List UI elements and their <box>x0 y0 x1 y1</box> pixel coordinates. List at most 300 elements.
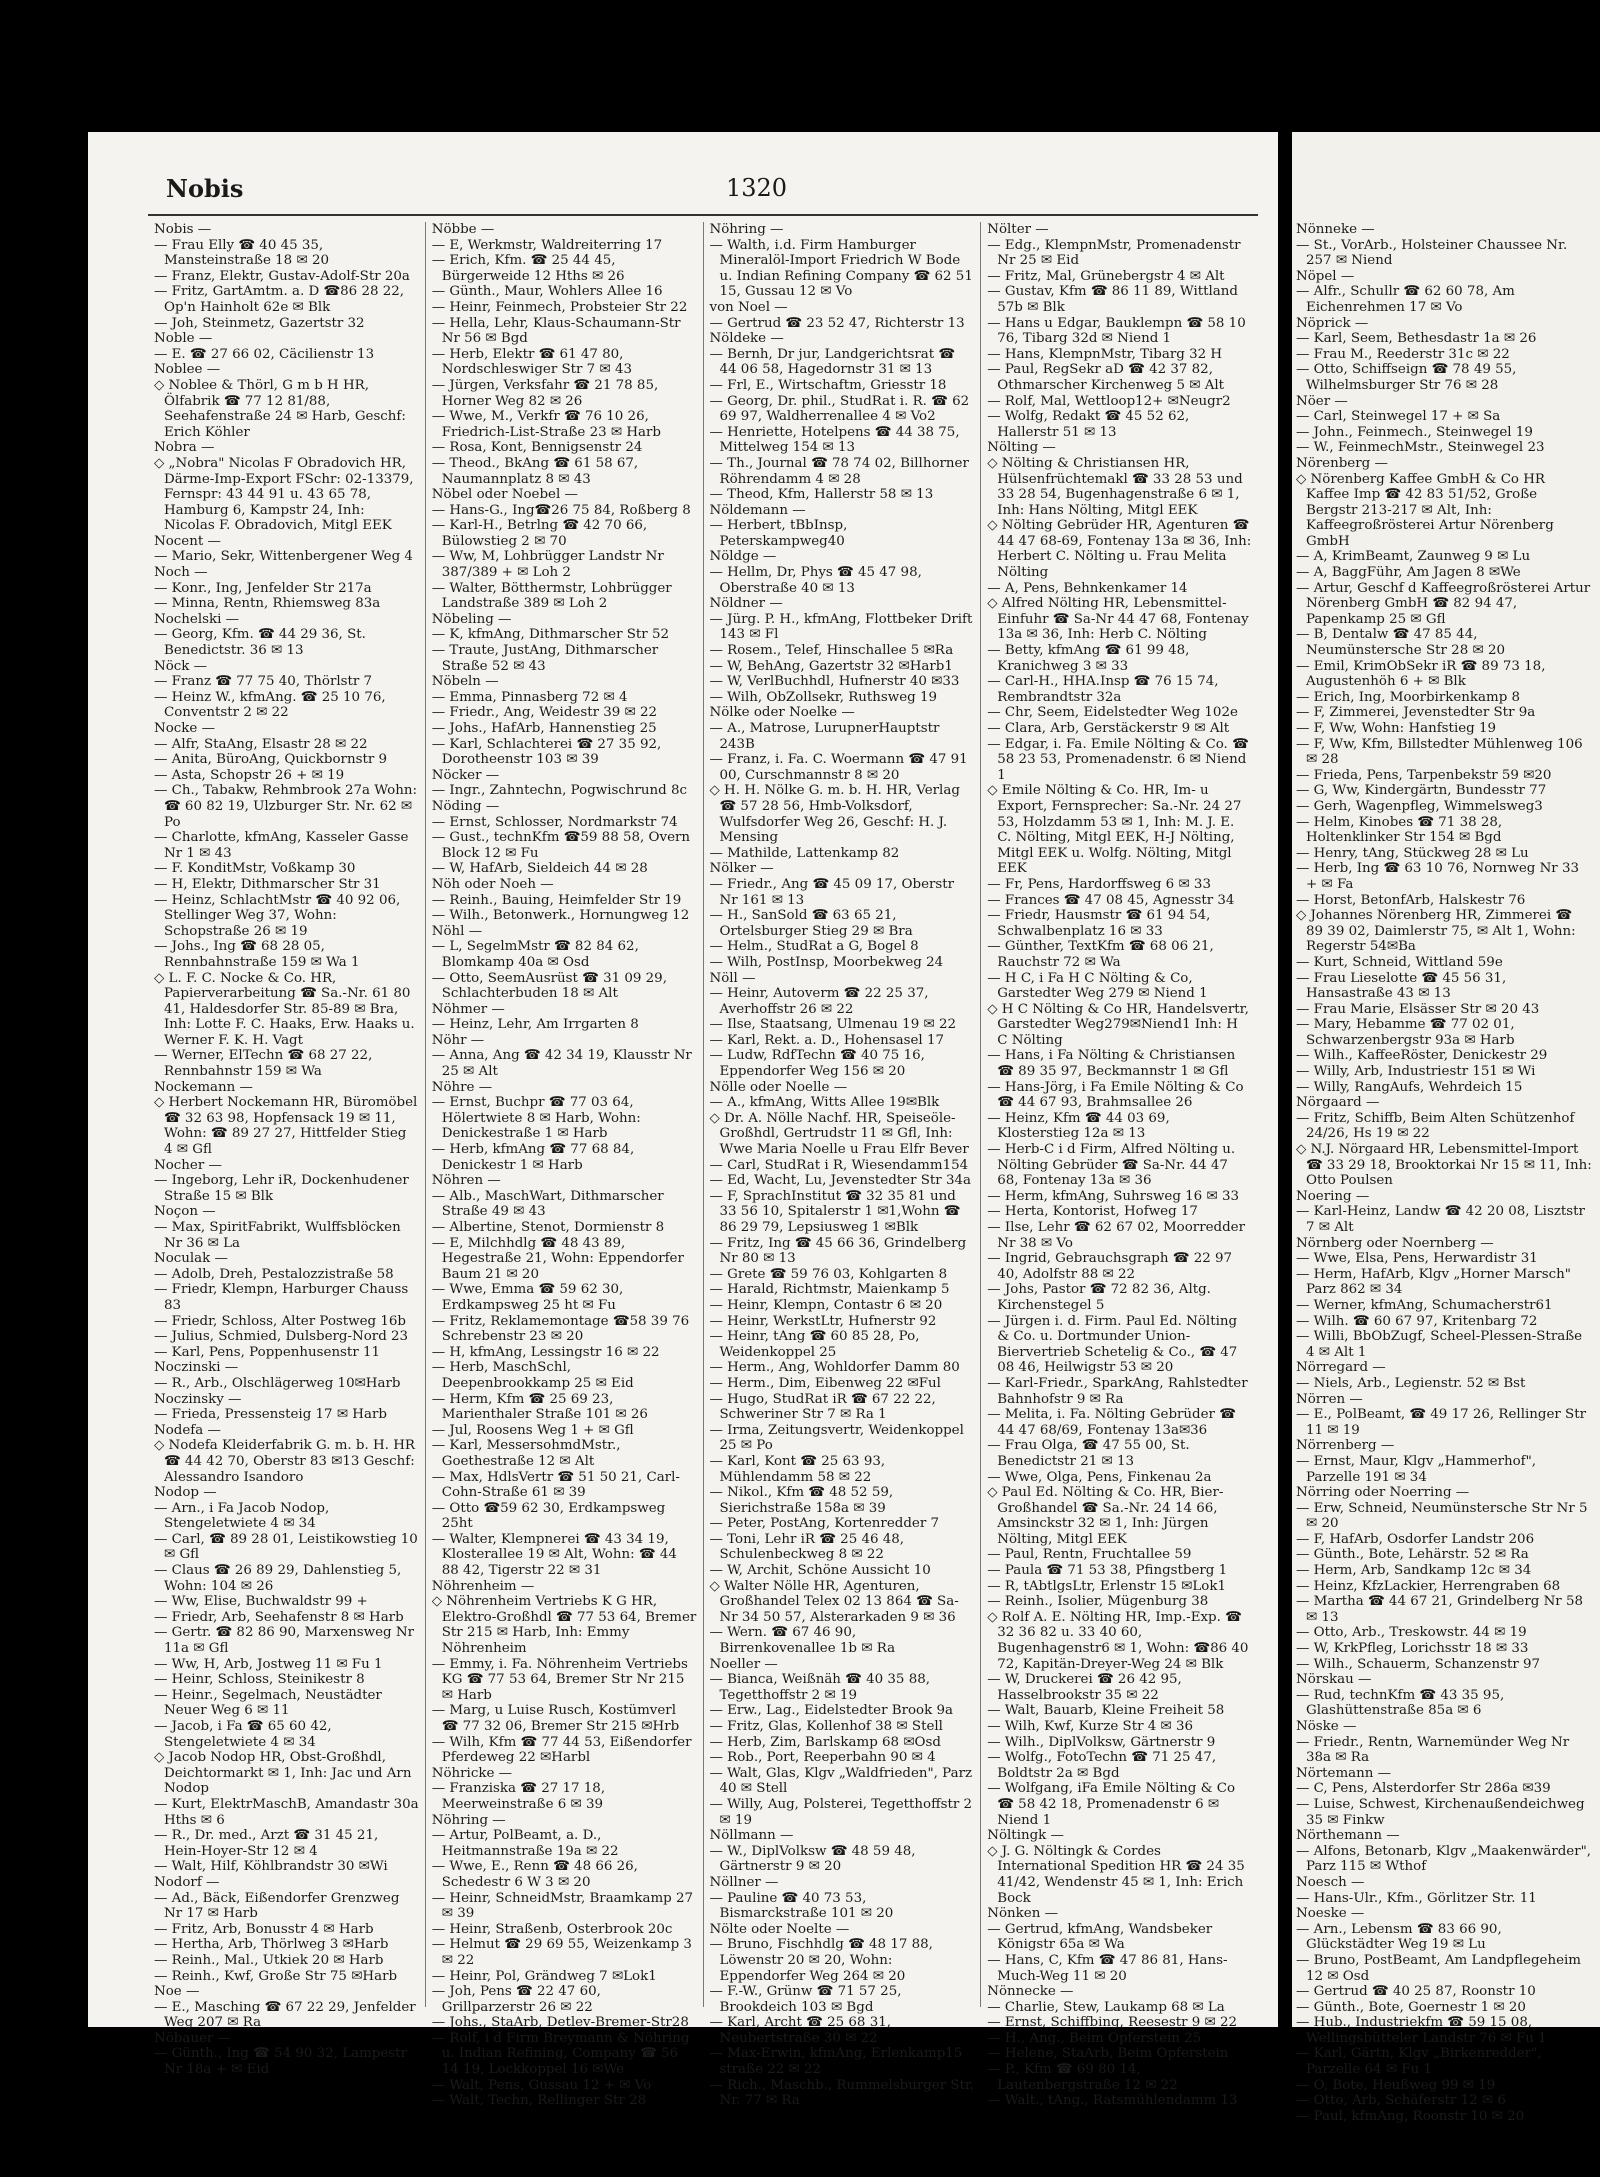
directory-entry: — H., Ang., Beim Opferstein 25 <box>987 2030 1202 2046</box>
directory-entry: — P., Kfm ☎ 69 80 14, Lautenbergstraße 12 ✉ 22 <box>987 2062 1178 2093</box>
directory-entry: — Werner, kfmAng, Schumacherstr61 <box>1296 1297 1553 1313</box>
directory-entry: — Ww, Elise, Buchwaldstr 99 + <box>154 1594 368 1610</box>
surname-heading: Nöpel — <box>1296 268 1355 284</box>
directory-entry: — F, SprachInstitut ☎ 32 35 81 und 33 56 10, Spitalerstr 1 ✉1,Wohn ☎ 86 29 79, Lepsiusweg 1 ✉Blk <box>709 1188 961 1235</box>
directory-entry: — Wwe, E., Renn ☎ 48 66 26, Schedestr 6 W 3 ✉ 20 <box>431 1859 638 1890</box>
directory-entry: — Frl, E., Wirtschaftm, Griesstr 18 <box>709 377 947 393</box>
directory-entry: — Heinr, WerkstLtr, Hufnerstr 92 <box>709 1313 937 1329</box>
directory-entry: — Ww, H, Arb, Jostweg 11 ✉ Fu 1 <box>154 1656 383 1672</box>
directory-entry: — Edgar, i. Fa. Emile Nölting & Co. ☎ 58 23 53, Promenadenstr. 6 ✉ Niend 1 <box>987 736 1249 783</box>
directory-entry: — Gertrud ☎ 40 25 87, Roonstr 10 <box>1296 1984 1536 2000</box>
directory-entry: — Jacob, i Fa ☎ 65 60 42, Stengeletwiete 4 ✉ 34 <box>154 1719 332 1750</box>
directory-entry: — A, KrimBeamt, Zaunweg 9 ✉ Lu <box>1296 549 1531 565</box>
directory-entry: — Georg, Dr. phil., StudRat i. R. ☎ 62 69 97, Waldherrenallee 4 ✉ Vo2 <box>709 393 970 425</box>
directory-entry: — Jul, Roosens Weg 1 + ✉ Gfl <box>431 1422 634 1438</box>
directory-entry: — Ad., Bäck, Eißendorfer Grenzweg Nr 17 ✉ Harb <box>154 1890 400 1922</box>
directory-entry: — Wilh., Betonwerk., Hornungweg 12 <box>431 908 690 924</box>
directory-entry: — W, BehAng, Gazertstr 32 ✉Harb1 <box>709 658 953 674</box>
directory-entry: — Ingr., Zahntechn, Pogwischrund 8c <box>431 783 688 799</box>
directory-entry: — Pauline ☎ 40 73 53, Bismarckstraße 101 ✉ 20 <box>709 1890 894 1922</box>
directory-entry: — Emma, Pinnasberg 72 ✉ 4 <box>431 689 628 705</box>
directory-entry: — Melita, i. Fa. Nölting Gebrüder ☎ 44 47 68/69, Fontenay 13a✉36 <box>987 1407 1236 1438</box>
directory-entry: — Henry, tAng, Stückweg 28 ✉ Lu <box>1296 845 1529 861</box>
surname-heading: Nöbauer — <box>154 2030 231 2046</box>
directory-entry: — Frances ☎ 47 08 45, Agnesstr 34 <box>987 892 1235 908</box>
surname-heading: Nörenberg — <box>1296 455 1388 471</box>
directory-entry: — Max-Erwin, kfmAng, Erlenkamp15 straße 22 ✉ 22 <box>709 2046 963 2078</box>
directory-entry: — F.-W., Grünw ☎ 71 57 25, Brookdeich 103 ✉ Bgd <box>709 1984 902 2015</box>
directory-entry: — Walt, Bauarb, Kleine Freiheit 58 <box>987 1703 1225 1719</box>
directory-entry: — Alfr, StaAng, Elsastr 28 ✉ 22 <box>154 736 368 752</box>
directory-entry: — Fritz, Schiffb, Beim Alten Schützenhof 24/26, Hs 19 ✉ 22 <box>1296 1110 1575 1142</box>
directory-entry: — Ch., Tabakw, Rehmbrook 27a Wohn: ☎ 60 82 19, Ulzburger Str. Nr. 62 ✉ Po <box>154 783 417 830</box>
surname-heading: Noering — <box>1296 1188 1370 1204</box>
directory-entry: — Mario, Sekr, Wittenbergener Weg 4 <box>154 549 413 565</box>
directory-entry: — Erich, Ing, Moorbirkenkamp 8 <box>1296 689 1521 705</box>
directory-entry: — Joh, Steinmetz, Gazertstr 32 <box>154 315 365 331</box>
directory-entry: — Karl-H., Betrlng ☎ 42 70 66, Bülowstieg 2 ✉ 70 <box>431 518 648 549</box>
directory-entry: — St., VorArb., Holsteiner Chaussee Nr. 257 ✉ Niend <box>1296 237 1568 269</box>
directory-entry: — Herb, Zim, Barlskamp 68 ✉Osd <box>709 1734 941 1750</box>
directory-entry: — Hans-G., Ing☎26 75 84, Roßberg 8 <box>431 502 691 518</box>
directory-entry: — Rob., Port, Reeperbahn 90 ✉ 4 <box>709 1750 936 1766</box>
directory-entry: — Rosa, Kont, Bennigsenstr 24 <box>431 440 643 456</box>
directory-entry: — Herb, kfmAng ☎ 77 68 84, Denickestr 1 ✉ Harb <box>431 1142 635 1173</box>
surname-heading: Nöck — <box>154 658 208 674</box>
surname-heading: Nönnecke — <box>987 1984 1074 2000</box>
directory-entry: — F, Ww, Kfm, Billstedter Mühlenweg 106 ✉ 28 <box>1296 736 1583 768</box>
directory-entry: ◇ Noblee & Thörl, G m b H HR, Ölfabrik ☎ 77 12 81/88, Seehafenstraße 24 ✉ Harb, Geschf: Erich Köhler <box>154 377 406 440</box>
directory-entry: — Ingrid, Gebrauchsgraph ☎ 22 97 40, Adolfstr 88 ✉ 22 <box>987 1251 1233 1282</box>
directory-entry: — Minna, Rentn, Rhiemsweg 83a <box>154 596 381 612</box>
surname-heading: Nöbel oder Noebel — <box>431 487 578 503</box>
directory-entry: — Wern. ☎ 67 46 90, Birrenkovenallee 1b ✉ Ra <box>709 1625 896 1657</box>
directory-entry: — Ernst, Schlosser, Nordmarkstr 74 <box>431 814 678 830</box>
directory-entry: — Bianca, Weißnäh ☎ 40 35 88, Tegetthoffstr 2 ✉ 19 <box>709 1672 931 1703</box>
directory-entry: — Helmut ☎ 29 69 55, Weizenkamp 3 ✉ 22 <box>431 1937 692 1968</box>
surname-heading: Nöhring — <box>709 222 784 237</box>
directory-entry: — Heinz, Lehr, Am Irrgarten 8 <box>431 1017 639 1033</box>
directory-entry: — Herb-C i d Firm, Alfred Nölting u. Nölting Gebrüder ☎ Sa-Nr. 44 47 68, Fontenay 13a ✉ 36 <box>987 1142 1236 1189</box>
directory-entry: — Anita, BüroAng, Quickbornstr 9 <box>154 752 387 768</box>
directory-entry: — Walter, Klempnerei ☎ 43 34 19, Klosterallee 19 ✉ Alt, Wohn: ☎ 44 88 42, Tigerstr 22 ✉ 31 <box>431 1531 677 1579</box>
directory-entry: — Artur, Geschf d Kaffeegroßrösterei Artur Nörenberg GmbH ☎ 82 94 47, Papenkamp 25 ✉ Gfl <box>1296 580 1591 627</box>
surname-heading: Nöltingk — <box>987 1828 1064 1844</box>
directory-entry: — R., Dr. med., Arzt ☎ 31 45 21, Hein-Hoyer-Str 12 ✉ 4 <box>154 1828 379 1859</box>
directory-entry: — Franziska ☎ 27 17 18, Meerweinstraße 6 ✉ 39 <box>431 1781 606 1812</box>
directory-entry: — Paul, kfmAng, Roonstr 10 ✉ 20 <box>1296 2108 1525 2124</box>
directory-entry: — Günth., Ing ☎ 54 90 32, Lampestr Nr 18a + ✉ Eid <box>154 2046 407 2078</box>
directory-entry: — Karl-Heinz, Landw ☎ 42 20 08, Lisztstr 7 ✉ Alt <box>1296 1204 1585 1235</box>
directory-entry: — Bruno, PostBeamt, Am Landpflegeheim 12 ✉ Osd <box>1296 1952 1581 1984</box>
surname-heading: Nölting — <box>987 440 1056 456</box>
surname-heading: Nöbeln — <box>431 674 499 690</box>
directory-entry: — W, KrkPfleg, Lorichsstr 18 ✉ 33 <box>1296 1641 1529 1657</box>
directory-entry: — Fritz, Ing ☎ 45 66 36, Grindelberg Nr 80 ✉ 13 <box>709 1235 967 1267</box>
directory-entry: — Mathilde, Lattenkamp 82 <box>709 845 900 861</box>
directory-entry: — Otto, Arb, Schäferstr 12 ✉ 6 <box>1296 2093 1506 2109</box>
directory-entry: — Heinr, Pol, Grändweg 7 ✉Lok1 <box>431 1968 657 1984</box>
directory-entry: — Willy, Arb, Industriestr 151 ✉ Wi <box>1296 1064 1536 1080</box>
directory-entry: — Hellm, Dr, Phys ☎ 45 47 98, Oberstraße 40 ✉ 13 <box>709 565 922 596</box>
directory-entry: — Theod, Kfm, Hallerstr 58 ✉ 13 <box>709 487 934 503</box>
header-name: Nobis <box>166 174 244 203</box>
directory-entry: — Fritz, GartAmtm. a. D ☎86 28 22, Op'n Hainholt 62e ✉ Blk <box>154 284 405 315</box>
directory-entry: — Herm, HafArb, Klgv „Horner Marsch" Parz 862 ✉ 34 <box>1296 1266 1571 1298</box>
directory-entry: — W., DiplVolksw ☎ 48 59 48, Gärtnerstr 9 ✉ 20 <box>709 1843 916 1875</box>
directory-entry: — Fr, Pens, Hardorffsweg 6 ✉ 33 <box>987 876 1211 892</box>
directory-entry: — Fritz, Mal, Grünebergstr 4 ✉ Alt <box>987 268 1225 284</box>
column-4 <box>981 222 1258 2109</box>
directory-entry: ◇ L. F. C. Nocke & Co. HR, Papierverarbeitung ☎ Sa.-Nr. 61 80 41, Haldesdorfer Str. 85-89 ✉ Bra, Inh: Lotte F. C. Haaks, Erw. Haaks u. Werner F. K. H. Vagt <box>154 970 415 1048</box>
directory-entry: — Rich., Maschb., Rummelsburger Str. Nr. 77 ✉ Ra <box>709 2077 975 2109</box>
directory-entry: ◇ Johannes Nörenberg HR, Zimmerei ☎ 89 39 02, Daimlerstr 75, ✉ Alt 1, Wohn: Regerstr 54✉Ba <box>1296 908 1576 955</box>
directory-entry: — Helm., StudRat a G, Bogel 8 <box>709 939 919 955</box>
surname-heading: Nörgaard — <box>1296 1095 1380 1111</box>
directory-entry: — Hans, C, Kfm ☎ 47 86 81, Hans-Much-Weg 11 ✉ 20 <box>987 1952 1228 1984</box>
directory-entry: — Frieda, Pressensteig 17 ✉ Harb <box>154 1407 387 1423</box>
directory-entry: — Herta, Kontorist, Hofweg 17 <box>987 1204 1198 1220</box>
directory-entry: — Hans, i Fa Nölting & Christiansen ☎ 89 35 97, Beckmannstr 1 ✉ Gfl <box>987 1048 1236 1080</box>
directory-entry: — Wilh, Kwf, Kurze Str 4 ✉ 36 <box>987 1719 1194 1734</box>
directory-entry: — Heinr., Segelmach, Neustädter Neuer Weg 6 ✉ 11 <box>154 1687 382 1719</box>
directory-entry: — Th., Journal ☎ 78 74 02, Billhorner Röhrendamm 4 ✉ 28 <box>709 455 969 487</box>
surname-heading: Nörren — <box>1296 1391 1363 1407</box>
directory-entry: — Walt, Glas, Klgv „Waldfrieden", Parz 40 ✉ Stell <box>709 1765 973 1797</box>
directory-entry: ◇ Walter Nölle HR, Agenturen, Großhandel Telex 02 13 864 ☎ Sa-Nr 34 50 57, Alsterarkaden 9 ✉ 36 <box>709 1578 959 1625</box>
directory-entry: ◇ Nölting Gebrüder HR, Agenturen ☎ 44 47 68-69, Fontenay 13a ✉ 36, Inh: Herbert C. Nölting u. Frau Melita Nölting <box>987 518 1252 581</box>
directory-entry: — Hertha, Arb, Thörlweg 3 ✉Harb <box>154 1937 389 1953</box>
surname-heading: Noesch — <box>1296 1874 1365 1890</box>
directory-entry: — H, kfmAng, Lessingstr 16 ✉ 22 <box>431 1344 660 1360</box>
directory-entry: — Herm, kfmAng, Suhrsweg 16 ✉ 33 <box>987 1188 1239 1204</box>
directory-entry: — Ernst, Schiffbing, Reesestr 9 ✉ 22 <box>987 2015 1238 2031</box>
surname-heading: Nöhr — <box>431 1032 485 1048</box>
surname-heading: Nöhrenheim — <box>431 1578 535 1594</box>
directory-entry: — Fritz, Reklamemontage ☎58 39 76 Schrebenstr 23 ✉ 20 <box>431 1313 690 1345</box>
surname-heading: Nölke oder Noelke — <box>709 705 855 721</box>
directory-entry: ◇ Nölting & Christiansen HR, Hülsenfrüchtemakl ☎ 33 28 53 und 33 28 54, Bugenhagenstraße 6 ✉ 1, Inh: Hans Nölting, Mitgl EEK <box>987 455 1243 518</box>
directory-entry: — Wwe, Emma ☎ 59 62 30, Erdkampsweg 25 ht ✉ Fu <box>431 1282 624 1313</box>
directory-entry: — Wolfg, Redakt ☎ 45 52 62, Hallerstr 51 ✉ 13 <box>987 409 1190 440</box>
directory-entry: — Friedr, Arb, Seehafenstr 8 ✉ Harb <box>154 1609 404 1625</box>
directory-entry: — R., Arb., Olschlägerweg 10✉Harb <box>154 1375 401 1391</box>
surname-heading: Noczinsky — <box>154 1391 242 1407</box>
page-number: 1320 <box>726 174 788 202</box>
directory-entry: — A, BaggFühr, Am Jagen 8 ✉We <box>1296 565 1521 581</box>
directory-entry: — E, Werkmstr, Waldreiterring 17 <box>431 237 663 253</box>
surname-heading: Nönken — <box>987 1906 1058 1922</box>
directory-entry: — Wilh, ObZollsekr, Ruthsweg 19 <box>709 689 938 705</box>
directory-entry: — Gertrud ☎ 23 52 47, Richterstr 13 <box>709 315 965 331</box>
surname-heading: Nöhl — <box>431 923 483 939</box>
surname-heading: Nöldner — <box>709 596 783 612</box>
directory-entry: — John., Feinmech., Steinwegel 19 <box>1296 424 1533 440</box>
directory-entry: — E. ☎ 27 66 02, Cäcilienstr 13 <box>154 346 375 362</box>
directory-entry: — Karl, MessersohmdMstr., Goethestraße 12 ✉ Alt <box>431 1438 621 1469</box>
surname-heading: Nöldemann — <box>709 502 806 518</box>
directory-entry: — Gustav, Kfm ☎ 86 11 89, Wittland 57b ✉ Blk <box>987 284 1238 315</box>
directory-entry: — Johs, Pastor ☎ 72 82 36, Altg. Kirchenstegel 5 <box>987 1282 1211 1313</box>
directory-entry: — Werner, ElTechn ☎ 68 27 22, Rennbahnstr 159 ✉ Wa <box>154 1048 373 1080</box>
directory-entry: — Johs., HafArb, Hannenstieg 25 <box>431 721 657 736</box>
directory-entry: — Claus ☎ 26 89 29, Dahlenstieg 5, Wohn: 104 ✉ 26 <box>154 1563 402 1594</box>
directory-entry: — Anna, Ang ☎ 42 34 19, Klausstr Nr 25 ✉ Alt <box>431 1048 692 1080</box>
directory-entry: — Franz, Elektr, Gustav-Adolf-Str 20a <box>154 268 410 284</box>
directory-entry: — Walt., tAng., Ratsmühlendamm 13 <box>987 2093 1238 2109</box>
directory-entry: — W, HafArb, Sieldeich 44 ✉ 28 <box>431 861 648 877</box>
directory-entry: — Heinr, Feinmech, Probsteier Str 22 <box>431 299 688 315</box>
directory-entry: — Wolfg., FotoTechn ☎ 71 25 47, Boldtstr 2a ✉ Bgd <box>987 1750 1217 1781</box>
directory-entry: — Hugo, StudRat iR ☎ 67 22 22, Schweriner Str 7 ✉ Ra 1 <box>709 1391 936 1423</box>
directory-entry: — Friedr., Ang ☎ 45 09 17, Oberstr Nr 161 ✉ 13 <box>709 876 955 908</box>
directory-entry: — Hans-Jörg, i Fa Emile Nölting & Co ☎ 44 67 93, Brahmsallee 26 <box>987 1079 1244 1111</box>
directory-entry: ◇ „Nobra" Nicolas F Obradovich HR, Därme-Imp-Export FSchr: 02-13379, Fernspr: 43 44 91 u. 43 65 78, Hamburg 6, Kampstr 24, Inh: Nicolas F. Obradovich, Mitgl EEK <box>154 455 414 534</box>
directory-entry: — E., Masching ☎ 67 22 29, Jenfelder Weg 207 ✉ Ra <box>154 1999 416 2031</box>
directory-entry: — Gust., technKfm ☎59 88 58, Overn Block 12 ✉ Fu <box>431 830 691 861</box>
directory-entry: — Reinh., Kwf, Große Str 75 ✉Harb <box>154 1968 398 1984</box>
directory-entry: — Heinr, SchneidMstr, Braamkamp 27 ✉ 39 <box>431 1890 694 1922</box>
surname-heading: Nölte oder Noelte — <box>709 1921 850 1937</box>
surname-heading: Noczinski — <box>154 1360 239 1376</box>
directory-entry: — Rolf, Mal, Wettloop12+ ✉Neugr2 <box>987 393 1231 409</box>
surname-heading: Nörtemann — <box>1296 1765 1392 1781</box>
directory-entry: ◇ Alfred Nölting HR, Lebensmittel-Einfuhr ☎ Sa-Nr 44 47 68, Fontenay 13a ✉ 36, Inh: Herb C. Nölting <box>987 596 1249 643</box>
directory-entry: — Karl, Rekt. a. D., Hohensasel 17 <box>709 1032 945 1048</box>
directory-entry: — Nikol., Kfm ☎ 48 52 59, Sierichstraße 158a ✉ 39 <box>709 1485 894 1516</box>
directory-entry: — Wwe, M., Verkfr ☎ 76 10 26, Friedrich-List-Straße 23 ✉ Harb <box>431 409 661 440</box>
surname-heading: Nockemann — <box>154 1079 253 1095</box>
directory-entry: — Karl, Schlachterei ☎ 27 35 92, Dorotheenstr 103 ✉ 39 <box>431 736 662 768</box>
directory-entry: — Herm., Dim, Eibenweg 22 ✉Ful <box>709 1375 941 1391</box>
directory-entry: — Albertine, Stenot, Dormienstr 8 <box>431 1220 665 1235</box>
surname-heading: Noculak — <box>154 1251 228 1267</box>
directory-entry: — H, Elektr, Dithmarscher Str 31 <box>154 876 381 892</box>
directory-entry: — Rosem., Telef, Hinschallee 5 ✉Ra <box>709 643 954 659</box>
directory-entry: — Kurt, ElektrMaschB, Amandastr 30a Hths ✉ 6 <box>154 1796 419 1828</box>
directory-entry: — A., Matrose, LurupnerHauptstr 243B <box>709 721 940 752</box>
surname-heading: Nocent — <box>154 533 221 549</box>
directory-entry: — Ludw, RdfTechn ☎ 40 75 16, Eppendorfer Weg 156 ✉ 20 <box>709 1048 925 1080</box>
directory-entry: — Helm, Kinobes ☎ 71 38 28, Holtenklinker Str 154 ✉ Bgd <box>1296 814 1503 846</box>
surname-heading: Nodorf — <box>154 1874 220 1890</box>
directory-entry: — H., SanSold ☎ 63 65 21, Ortelsburger Stieg 29 ✉ Bra <box>709 908 913 939</box>
directory-entry: — Emmy, i. Fa. Nöhrenheim Vertriebs KG ☎ 77 53 64, Bremer Str Nr 215 ✉ Harb <box>431 1656 688 1703</box>
surname-heading: Noch — <box>154 565 208 581</box>
directory-entry: — Herb, Ing ☎ 63 10 76, Nornweg Nr 33 + ✉ Fa <box>1296 861 1579 892</box>
directory-entry: — W., FeinmechMstr., Steinwegel 23 <box>1296 440 1545 456</box>
directory-entry: — G, Ww, Kindergärtn, Bundesstr 77 <box>1296 783 1547 799</box>
directory-entry: — Adolb, Dreh, Pestalozzistraße 58 <box>154 1266 394 1282</box>
directory-entry: — Willy, Aug, Polsterei, Tegetthoffstr 2 ✉ 19 <box>709 1796 973 1828</box>
directory-entry: — Charlotte, kfmAng, Kasseler Gasse Nr 1 ✉ 43 <box>154 830 409 861</box>
directory-entry: — Alfr., Schullr ☎ 62 60 78, Am Eichenrehmen 17 ✉ Vo <box>1296 284 1515 315</box>
directory-entry: ◇ Jacob Nodop HR, Obst-Großhdl, Deichtormarkt ✉ 1, Inh: Jac und Arn Nodop <box>154 1750 412 1797</box>
directory-entry: — Heinr, Autoverm ☎ 22 25 37, Averhoffstr 26 ✉ 22 <box>709 986 929 1017</box>
surname-heading: Nobis — <box>154 222 212 237</box>
surname-heading: Nöding — <box>431 798 500 814</box>
surname-heading: Nörthemann — <box>1296 1828 1400 1844</box>
directory-entry: — Herb, Elektr ☎ 61 47 80, Nordschleswiger Str 7 ✉ 43 <box>431 346 632 378</box>
directory-entry: — Walter, Bötthermstr, Lohbrügger Landstraße 389 ✉ Loh 2 <box>431 580 672 612</box>
directory-entry: — Mary, Hebamme ☎ 77 02 01, Schwarzenbergstr 93a ✉ Harb <box>1296 1017 1515 1048</box>
directory-entry: — Johs., StaArb, Detlev-Bremer-Str28 <box>431 2015 689 2031</box>
directory-entry: — Kurt, Schneid, Wittland 59e <box>1296 954 1503 970</box>
directory-entry: — Karl, Gärtn, Klgv „Birkenredder", Parzelle 64 ✉ Fu 1 <box>1296 2046 1542 2078</box>
surname-heading: Nölker — <box>709 861 774 877</box>
surname-heading: Nöprick — <box>1296 315 1369 331</box>
directory-entry: — Jürg. P. H., kfmAng, Flottbeker Drift 143 ✉ Fl <box>709 611 973 643</box>
directory-entry: — Frau Elly ☎ 40 45 35, Mansteinstraße 18 ✉ 20 <box>154 237 329 269</box>
directory-entry: — Wilh., KaffeeRöster, Denickestr 29 <box>1296 1048 1548 1064</box>
directory-entry: — Helene, StaArb, Beim Opferstein <box>987 2046 1229 2062</box>
directory-entry: — Otto, Schiffseign ☎ 78 49 55, Wilhelmsburger Str 76 ✉ 28 <box>1296 362 1517 393</box>
directory-entry: ◇ H C Nölting & Co HR, Handelsvertr, Garstedter Weg279✉Niend1 Inh: H C Nölting <box>987 1001 1249 1048</box>
surname-heading: Nöhren — <box>431 1173 501 1189</box>
column-3 <box>704 222 982 2109</box>
directory-entry: — Gertr. ☎ 82 86 90, Marxensweg Nr 11a ✉ Gfl <box>154 1625 414 1657</box>
directory-entry: — Wwe, Elsa, Pens, Herwardistr 31 <box>1296 1251 1538 1267</box>
directory-entry: — F, Zimmerei, Jevenstedter Str 9a <box>1296 705 1536 721</box>
directory-entry: ◇ Rolf A. E. Nölting HR, Imp.-Exp. ☎ 32 36 82 u. 33 40 60, Bugenhagenstr6 ✉ 1, Wohn: ☎86 40 72, Kapitän-Dreyer-Weg 24 ✉ Blk <box>987 1609 1249 1672</box>
surname-heading: Nochelski — <box>154 611 240 627</box>
directory-entry: — W, Archit, Schöne Aussicht 10 <box>709 1563 931 1579</box>
directory-entry: — Chr, Seem, Eidelstedter Weg 102e <box>987 705 1238 721</box>
directory-entry: — Alfons, Betonarb, Klgv „Maakenwärder", Parz 115 ✉ Wthof <box>1296 1843 1592 1875</box>
directory-entry: — Hub., Industriekfm ☎ 59 15 08, Wellingsbütteler Landstr 76 ✉ Fu 1 <box>1296 2015 1547 2046</box>
directory-entry: — Herm, Kfm ☎ 25 69 23, Marienthaler Straße 101 ✉ 26 <box>431 1391 648 1423</box>
directory-entry: — O, Bote, Heußweg 99 ✉ 19 <box>1296 2077 1496 2093</box>
directory-entry: — Carl-H., HHA.Insp ☎ 76 15 74, Rembrandtstr 32a <box>987 674 1219 705</box>
directory-entry: — Paul, RegSekr aD ☎ 42 37 82, Othmarscher Kirchenweg 5 ✉ Alt <box>987 362 1225 393</box>
directory-entry: — Heinr, tAng ☎ 60 85 28, Po, Weidenkoppel 25 <box>709 1329 920 1360</box>
surname-heading: Nöhre — <box>431 1079 493 1095</box>
directory-entry: — Heinz, KfzLackier, Herrengraben 68 <box>1296 1578 1561 1594</box>
directory-entry: — Wilh, Kfm ☎ 77 44 53, Eißendorfer Pferdeweg 22 ✉Harbl <box>431 1734 692 1766</box>
directory-entry: — Artur, PolBeamt, a. D., Heitmannstraße 19a ✉ 22 <box>431 1828 619 1859</box>
directory-entry: — Frau Lieselotte ☎ 45 56 31, Hansastraße 43 ✉ 13 <box>1296 970 1507 1002</box>
directory-entry: ◇ H. H. Nölke G. m. b. H. HR, Verlag ☎ 57 28 56, Hmb-Volksdorf, Wulfsdorfer Weg 26, Geschf: H. J. Mensing <box>709 783 960 846</box>
directory-entry: — Julius, Schmied, Dulsberg-Nord 23 <box>154 1329 409 1345</box>
column-2 <box>426 222 704 2109</box>
directory-entry: — Friedr., Rentn, Warnemünder Weg Nr 38a ✉ Ra <box>1296 1734 1570 1766</box>
directory-entry: — Erw, Schneid, Neumünstersche Str Nr 5 ✉ 20 <box>1296 1500 1588 1532</box>
directory-entry: — R, tAbtlgsLtr, Erlenstr 15 ✉Lok1 <box>987 1578 1226 1594</box>
directory-entry: — Walth, i.d. Firm Hamburger Mineralöl-Import Friedrich W Bode u. Indian Refining Company ☎ 62 51 15, Gussau 12 ✉ Vo <box>709 237 973 300</box>
directory-entry: — Reinh., Bauing, Heimfelder Str 19 <box>431 892 682 908</box>
directory-entry: ◇ Emile Nölting & Co. HR, Im- u Export, Fernsprecher: Sa.-Nr. 24 27 53, Holzdamm 53 ✉ 1, Inh: M. J. E. C. Nölting, Mitgl EEK, H-J Nölting, Mitgl EEK u. Wolfg. Nölting, Mitgl EEK <box>987 783 1242 877</box>
next-page-partial <box>1292 132 1600 2124</box>
surname-heading: Nöldeke — <box>709 331 784 347</box>
directory-entry: — Peter, PostAng, Kortenredder 7 <box>709 1516 939 1532</box>
directory-entry: — Karl-Friedr., SparkAng, Rahlstedter Bahnhofstr 9 ✉ Ra <box>987 1375 1248 1407</box>
directory-entry: — Wolfgang, iFa Emile Nölting & Co ☎ 58 42 18, Promenadenstr 6 ✉ Niend 1 <box>987 1781 1236 1828</box>
directory-entry: — Arn., i Fa Jacob Nodop, Stengeletwiete 4 ✉ 34 <box>154 1500 330 1532</box>
surname-heading: von Noel — <box>709 299 788 315</box>
directory-entry: — Heinz W., kfmAng. ☎ 25 10 76, Conventstr 2 ✉ 22 <box>154 689 386 721</box>
surname-heading: Nöhring — <box>431 1812 506 1828</box>
directory-entry: — W, VerlBuchhdl, Hufnerstr 40 ✉33 <box>709 674 960 690</box>
directory-entry: — B, Dentalw ☎ 47 85 44, Neumünstersche Str 28 ✉ 20 <box>1296 627 1505 659</box>
directory-entry: — Carl, ☎ 89 28 01, Leistikowstieg 10 ✉ Gfl <box>154 1531 418 1563</box>
directory-entry: — Betty, kfmAng ☎ 61 99 48, Kranichweg 3 ✉ 33 <box>987 643 1190 674</box>
directory-entry: — Bruno, Fischhdlg ☎ 48 17 88, Löwenstr 20 ✉ 20, Wohn: Eppendorfer Weg 264 ✉ 20 <box>709 1937 933 1984</box>
page-header <box>166 174 1248 214</box>
surname-heading: Nönneke — <box>1296 222 1375 237</box>
directory-entry: — Heinz, Kfm ☎ 44 03 69, Klosterstieg 12a ✉ 13 <box>987 1110 1170 1142</box>
directory-entry: — Otto ☎59 62 30, Erdkampsweg 25ht <box>431 1500 666 1532</box>
directory-entry: — Karl, Seem, Bethesdastr 1a ✉ 26 <box>1296 331 1537 347</box>
directory-entry: — Erw., Lag., Eidelstedter Brook 9a <box>709 1703 953 1719</box>
directory-entry: — F. KonditMstr, Voßkamp 30 <box>154 861 356 877</box>
directory-entry: — F, HafArb, Osdorfer Landstr 206 <box>1296 1531 1535 1547</box>
surname-heading: Nörregard — <box>1296 1360 1386 1376</box>
directory-entry: — Hans, KlempnMstr, Tibarg 32 H <box>987 346 1223 362</box>
surname-heading: Nölter — <box>987 222 1049 237</box>
surname-heading: Nobra — <box>154 440 215 456</box>
directory-entry: — Clara, Arb, Gerstäckerstr 9 ✉ Alt <box>987 721 1230 736</box>
surname-heading: Nörrenberg — <box>1296 1438 1395 1454</box>
directory-entry: — Ed, Wacht, Lu, Jevenstedter Str 34a <box>709 1173 971 1189</box>
directory-entry: ◇ J. G. Nöltingk & Cordes International Spedition HR ☎ 24 35 41/42, Wendenstr 45 ✉ 1, Inh: Erich Bock <box>987 1843 1245 1906</box>
directory-entry: — Frau M., Reederstr 31c ✉ 22 <box>1296 346 1510 362</box>
directory-entry: — Rolf, i d Firm Breymann & Nöhring u. Indian Refining, Company ☎ 56 14 19, Lockkoppel 16 ✉We <box>431 2030 690 2078</box>
directory-entry: — Günth., Bote, Goernestr 1 ✉ 20 <box>1296 1999 1526 2015</box>
directory-entry: — Theod., BkAng ☎ 61 58 67, Naumannplatz 8 ✉ 43 <box>431 455 639 487</box>
directory-entry: — E, Milchhdlg ☎ 48 43 89, Hegestraße 21, Wohn: Eppendorfer Baum 21 ✉ 20 <box>431 1235 684 1282</box>
next-page-column <box>1296 222 1592 2124</box>
directory-entry: — Friedr, Hausmstr ☎ 61 94 54, Schwalbenplatz 16 ✉ 33 <box>987 908 1211 939</box>
directory-entry: ◇ Herbert Nockemann HR, Büromöbel ☎ 32 63 98, Hopfensack 19 ✉ 11, Wohn: ☎ 89 27 27, Hittfelder Stieg 4 ✉ Gfl <box>154 1095 418 1158</box>
directory-entry: — Wilh. ☎ 60 67 97, Kritenbarg 72 <box>1296 1313 1538 1329</box>
directory-entry: — Gerh, Wagenpfleg, Wimmelsweg3 <box>1296 798 1543 814</box>
directory-entry: — Reinh., Isolier, Mügenburg 38 <box>987 1594 1209 1610</box>
surname-heading: Nodop — <box>154 1485 217 1501</box>
directory-entry: — Hella, Lehr, Klaus-Schaumann-Str Nr 56 ✉ Bgd <box>431 315 681 347</box>
directory-entry: — C, Pens, Alsterdorfer Str 286a ✉39 <box>1296 1781 1551 1797</box>
directory-entry: — Günth., Maur, Wohlers Allee 16 <box>431 284 663 300</box>
surname-heading: Noble — <box>154 331 213 347</box>
directory-entry: — Ilse, Lehr ☎ 62 67 02, Moorredder Nr 38 ✉ Vo <box>987 1220 1245 1251</box>
directory-entry: ◇ Dr. A. Nölle Nachf. HR, Speiseöle-Großhdl, Gertrudstr 11 ✉ Gfl, Inh: Wwe Maria Noelle u Frau Elfr Bever <box>709 1110 969 1158</box>
directory-entry: — Asta, Schopstr 26 + ✉ 19 <box>154 767 345 783</box>
directory-entry: — Günther, TextKfm ☎ 68 06 21, Rauchstr 72 ✉ Wa <box>987 939 1214 970</box>
directory-entry: — Frieda, Pens, Tarpenbekstr 59 ✉20 <box>1296 767 1552 783</box>
directory-entry: — Emil, KrimObSekr iR ☎ 89 73 18, Augustenhöh 6 + ✉ Blk <box>1296 658 1546 690</box>
directory-entry: — Ww, M, Lohbrügger Landstr Nr 387/389 + ✉ Loh 2 <box>431 549 664 581</box>
surname-heading: Nöer — <box>1296 393 1348 409</box>
directory-entry: — Johs., Ing ☎ 68 28 05, Rennbahnstraße 159 ✉ Wa 1 <box>154 939 360 970</box>
directory-entry: — Erich, Kfm. ☎ 25 44 45, Bürgerweide 12 Hths ✉ 26 <box>431 253 625 284</box>
surname-heading: Nörnberg oder Noernberg — <box>1296 1235 1494 1251</box>
directory-entry: — Ilse, Staatsang, Ulmenau 19 ✉ 22 <box>709 1017 956 1033</box>
surname-heading: Nöbeling — <box>431 611 512 627</box>
surname-heading: Noblee — <box>154 362 221 378</box>
directory-entry: — Harald, Richtmstr, Maienkamp 5 <box>709 1282 950 1298</box>
directory-entry: — Otto, Arb., Treskowstr. 44 ✉ 19 <box>1296 1625 1527 1641</box>
directory-entry: — Friedr., Ang, Weidestr 39 ✉ 22 <box>431 705 658 721</box>
directory-entry: ◇ Nodefa Kleiderfabrik G. m. b. H. HR ☎ 44 42 70, Oberstr 83 ✉13 Geschf: Alessandro Isandoro <box>154 1438 415 1485</box>
directory-entry: — Rud, technKfm ☎ 43 35 95, Glashüttenstraße 85a ✉ 6 <box>1296 1687 1505 1719</box>
directory-entry: — Carl, StudRat i R, Wiesendamm154 <box>709 1157 969 1173</box>
directory-entry: — Konr., Ing, Jenfelder Str 217a <box>154 580 372 596</box>
directory-entry: — Karl, Kont ☎ 25 63 93, Mühlendamm 58 ✉ 22 <box>709 1453 886 1485</box>
directory-entry: — Karl, Archt ☎ 25 68 31, Neubertstraße 30 ✉ 22 <box>709 2015 891 2046</box>
directory-entry: — Ernst, Buchpr ☎ 77 03 64, Hölertwiete 8 ✉ Harb, Wohn: Denickestraße 1 ✉ Harb <box>431 1095 641 1142</box>
column-1 <box>148 222 426 2078</box>
directory-entry: — Frau Olga, ☎ 47 55 00, St. Benedictstr 21 ✉ 13 <box>987 1438 1190 1469</box>
directory-entry: — Hans u Edgar, Bauklempn ☎ 58 10 76, Tibarg 32d ✉ Niend 1 <box>987 315 1246 347</box>
